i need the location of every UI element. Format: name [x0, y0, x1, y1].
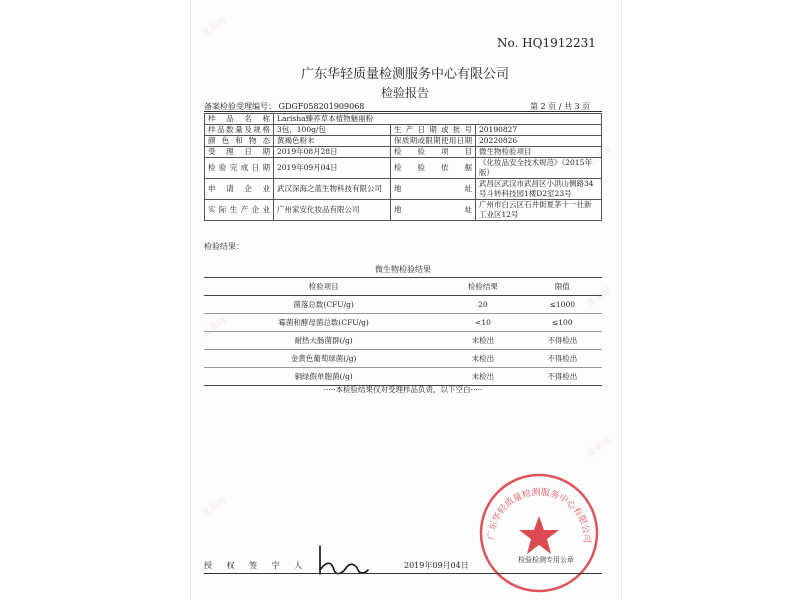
row-item: 耐热大肠菌群(/g) — [204, 332, 443, 350]
applicant-label: 申 请 企 业 — [205, 179, 274, 200]
producer-addr-label: 地 址 — [391, 200, 476, 221]
col-header-limit: 限值 — [523, 278, 602, 296]
row-item: 金黄色葡萄球菌(/g) — [204, 350, 443, 368]
sample-name: Larisha臻荞草本植物魅丽粉 — [274, 114, 602, 125]
row-result: <10 — [443, 314, 522, 332]
row-result: 20 — [443, 296, 522, 314]
results-label: 检验结果： — [204, 242, 244, 251]
sign-date: 2019年09月04日 — [404, 561, 469, 570]
watermark: 优茶网 — [200, 495, 229, 520]
row-limit: 不得检出 — [523, 332, 602, 350]
basis-value: 《化妆品安全技术规范》（2015年版） — [476, 158, 602, 179]
col-header-result: 检验结果 — [443, 278, 522, 296]
micro-results-title: 微生物检验结果 — [375, 265, 431, 274]
watermark: 优茶网 — [585, 435, 614, 460]
test-item-label: 检 验 项 目 — [391, 147, 476, 158]
table-row — [204, 314, 602, 332]
organization-name: 广东华轻质量检测服务中心有限公司 — [300, 67, 509, 82]
test-item-value: 微生物检验项目 — [476, 147, 602, 158]
table-row — [204, 350, 602, 368]
qty-label: 样品数量及规格 — [205, 125, 274, 136]
row-limit: 不得检出 — [523, 368, 602, 386]
footer-divider — [204, 573, 602, 574]
row-limit: ≤1000 — [523, 296, 602, 314]
row-item: 菌落总数(CFU/g) — [204, 296, 443, 314]
row-result: 未检出 — [443, 350, 522, 368]
table-row — [204, 296, 602, 314]
watermark: 优茶网 — [200, 15, 229, 40]
test-date-label: 检 验 完 成 日 期 — [205, 158, 274, 179]
watermark: 优茶网 — [585, 285, 614, 310]
table-row — [204, 332, 602, 350]
accept-date-value: 2019年08月28日 — [274, 147, 391, 158]
accept-date-label: 受 理 日 期 — [205, 147, 274, 158]
producer-value: 广州家安化妆品有限公司 — [274, 200, 391, 221]
row-limit: 不得检出 — [523, 350, 602, 368]
table-row — [204, 368, 602, 386]
authorized-signer-label: 授 权 签 字 人 — [204, 561, 309, 570]
color-value: 黄褐色粉末 — [274, 136, 391, 147]
applicant-addr-label: 地 址 — [391, 179, 476, 200]
end-note: ·····本检验结果仅对受理样品负责，以下空白····· — [323, 385, 483, 394]
basis-label: 检 验 依 据 — [391, 158, 476, 179]
sample-info-table — [204, 113, 602, 221]
color-label: 颜 色 和 物 态 — [205, 136, 274, 147]
report-number: No. HQ1912231 — [497, 36, 596, 50]
seal-star-icon — [519, 516, 559, 554]
signature-scribble — [312, 540, 372, 580]
prod-date-value: 20190827 — [476, 125, 602, 136]
watermark: 优茶网 — [585, 145, 614, 170]
row-limit: ≤100 — [523, 314, 602, 332]
col-header-item: 检验项目 — [204, 278, 443, 296]
row-item: 霉菌和酵母菌总数(CFU/g) — [204, 314, 443, 332]
official-seal-stamp — [474, 468, 604, 598]
page-info: 第 2 页 / 共 3 页 — [530, 102, 591, 111]
producer-label: 实际生产企业 — [205, 200, 274, 221]
table-header-row — [204, 278, 602, 296]
watermark: 优茶网 — [200, 315, 229, 340]
test-date-value: 2019年09月04日 — [274, 158, 391, 179]
expiry-label: 保质期或限期使用日期 — [391, 136, 476, 147]
header-divider — [204, 111, 602, 112]
row-result: 未检出 — [443, 368, 522, 386]
qty-value: 3包，100g/包 — [274, 125, 391, 136]
seal-arc-text: 广东华轻质量检测服务中心有限公司 — [486, 487, 592, 544]
prod-date-label: 生 产 日 期 或 批 号 — [391, 125, 476, 136]
sample-name-label: 样 品 名 称 — [205, 114, 274, 125]
report-title: 检验报告 — [380, 86, 429, 100]
record-number: GDGF058201909068 — [278, 102, 365, 111]
applicant-addr-value: 武昌区武汉市武昌区小洪山侧路34号斗转科技园1楼D2室23号 — [476, 179, 602, 200]
record-label-text: 备案检验受理编号： — [204, 102, 276, 111]
row-item: 铜绿假单胞菌(/g) — [204, 368, 443, 386]
producer-addr-value: 广州市白云区石井街夏茅十一社新工业区12号 — [476, 200, 602, 221]
micro-results-table — [204, 277, 602, 386]
expiry-value: 20220826 — [476, 136, 602, 147]
applicant-value: 武汉深海之蓝生物科技有限公司 — [274, 179, 391, 200]
seal-label: 检验检测专用公章 — [518, 556, 574, 564]
row-result: 未检出 — [443, 332, 522, 350]
